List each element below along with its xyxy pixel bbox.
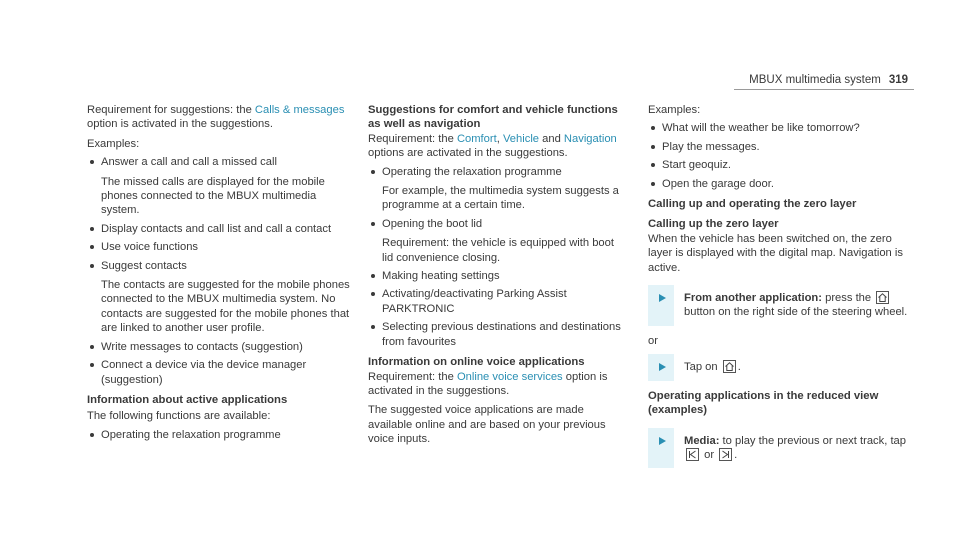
step-from-another-application: From another application: press the button on the right side of the steering wheel. [648, 291, 908, 320]
list-item [87, 259, 355, 336]
list-item [648, 158, 908, 172]
list-item-text: Answer a call and call a missed call [101, 156, 277, 169]
list-item-text: Making heating settings [382, 270, 500, 283]
step-label: Media: [684, 434, 720, 447]
step-arrow-icon [659, 294, 666, 302]
home-key-icon[interactable] [876, 291, 889, 304]
list-item-text: Suggest contacts [101, 259, 187, 272]
list-item-text: What will the weather be like tomorrow? [662, 122, 860, 135]
comfort-link[interactable]: Comfort [456, 132, 497, 145]
skip-back-key-icon[interactable] [686, 448, 699, 461]
list-item [648, 121, 908, 135]
list-item-text: Display contacts and call list and call a contact [101, 222, 332, 235]
list-item-text: Write messages to contacts (suggestion) [101, 340, 303, 353]
list-item [368, 269, 628, 283]
or-text: or [648, 334, 658, 347]
list-item [368, 320, 628, 349]
list-item [87, 340, 355, 354]
list-item [368, 217, 628, 265]
list-item [368, 165, 628, 213]
list-item [87, 428, 355, 442]
page-header [749, 73, 908, 87]
column-2 [368, 103, 628, 447]
calls-messages-link[interactable]: Calls & messages [254, 104, 345, 116]
list-item-text: Operating the relaxation programme [382, 165, 562, 178]
voice-examples-label: Examples: [648, 104, 701, 116]
list-item-text: Selecting previous destinations and destinations from favourites [382, 321, 621, 348]
list-item-detail: The missed calls are displayed for the mobile phones connected to the MBUX multimedia system. [101, 175, 325, 217]
list-item-text: Play the messages. [662, 140, 760, 153]
active-apps-list [87, 428, 355, 442]
column-1 [87, 103, 355, 442]
list-item-detail: Requirement: the vehicle is equipped with boot lid convenience closing. [382, 237, 614, 264]
header-title: MBUX multimedia system [749, 74, 881, 86]
list-item [87, 240, 355, 254]
list-item-text: Connect a device via the device manager (suggestion) [101, 359, 307, 386]
column-3 [648, 103, 908, 462]
step-label: From another application: [684, 292, 822, 305]
comfort-suggestions-heading: Suggestions for comfort and vehicle functions as well as navigation [368, 104, 618, 131]
list-item [87, 222, 355, 236]
list-item [368, 287, 628, 316]
zero-layer-heading: Calling up and operating the zero layer [648, 198, 857, 211]
comfort-requirement: Requirement: the Comfort, Vehicle and Navigation options are activated in the suggestions. [368, 132, 617, 160]
header-rule [734, 89, 914, 90]
list-item-text: Use voice functions [101, 241, 199, 254]
step-bar [648, 285, 674, 326]
page-number: 319 [888, 74, 908, 86]
vehicle-link[interactable]: Vehicle [502, 132, 540, 145]
calling-up-zero-layer-heading: Calling up the zero layer [648, 218, 779, 231]
step-tap-home: Tap on . [648, 360, 908, 374]
list-item-text: Open the garage door. [662, 177, 774, 190]
list-item-detail: For example, the multimedia system suggests a programme at a certain time. [382, 185, 619, 212]
step-arrow-icon [659, 437, 666, 445]
list-item-text: Start geoquiz. [662, 159, 732, 172]
zero-layer-paragraph: When the vehicle has been switched on, the zero layer is displayed with the digital map. Navigation is active. [648, 232, 903, 274]
home-key-icon[interactable] [723, 360, 736, 373]
list-item-text: Activating/deactivating Parking Assist PARKTRONIC [382, 288, 567, 315]
online-voice-link[interactable]: Online voice services [456, 370, 563, 383]
list-item [87, 155, 355, 218]
list-item-text: Opening the boot lid [382, 217, 483, 230]
voice-apps-paragraph: The suggested voice applications are made available online and are based on your previous voice inputs. [368, 404, 606, 446]
list-item-text: Operating the relaxation programme [101, 428, 281, 441]
active-apps-heading: Information about active applications [87, 393, 288, 406]
step-bar [648, 428, 674, 469]
examples-label: Examples: [87, 137, 140, 150]
comfort-example-list [368, 165, 628, 349]
online-voice-heading: Information on online voice applications [368, 356, 585, 369]
calls-example-list [87, 155, 355, 387]
voice-requirement: Requirement: the Online voice services option is activated in the suggestions. [368, 370, 608, 397]
reduced-view-heading: Operating applications in the reduced view (examples) [648, 389, 879, 417]
calls-requirement: Requirement for suggestions: the Calls & messages option is activated in the suggestions. [87, 104, 345, 131]
skip-forward-key-icon[interactable] [719, 448, 732, 461]
list-item [648, 177, 908, 191]
step-arrow-icon [659, 363, 666, 371]
voice-example-list [648, 121, 908, 191]
step-media: Media: to play the previous or next track, tap or . [648, 434, 908, 463]
list-item [87, 358, 355, 387]
list-item-detail: The contacts are suggested for the mobile phones connected to the MBUX multimedia system. No contacts are suggested for the mobile phones that are linked to another user profile. [101, 279, 350, 335]
navigation-link[interactable]: Navigation [563, 132, 617, 145]
list-item [648, 140, 908, 154]
following-functions-text: The following functions are available: [87, 410, 271, 423]
